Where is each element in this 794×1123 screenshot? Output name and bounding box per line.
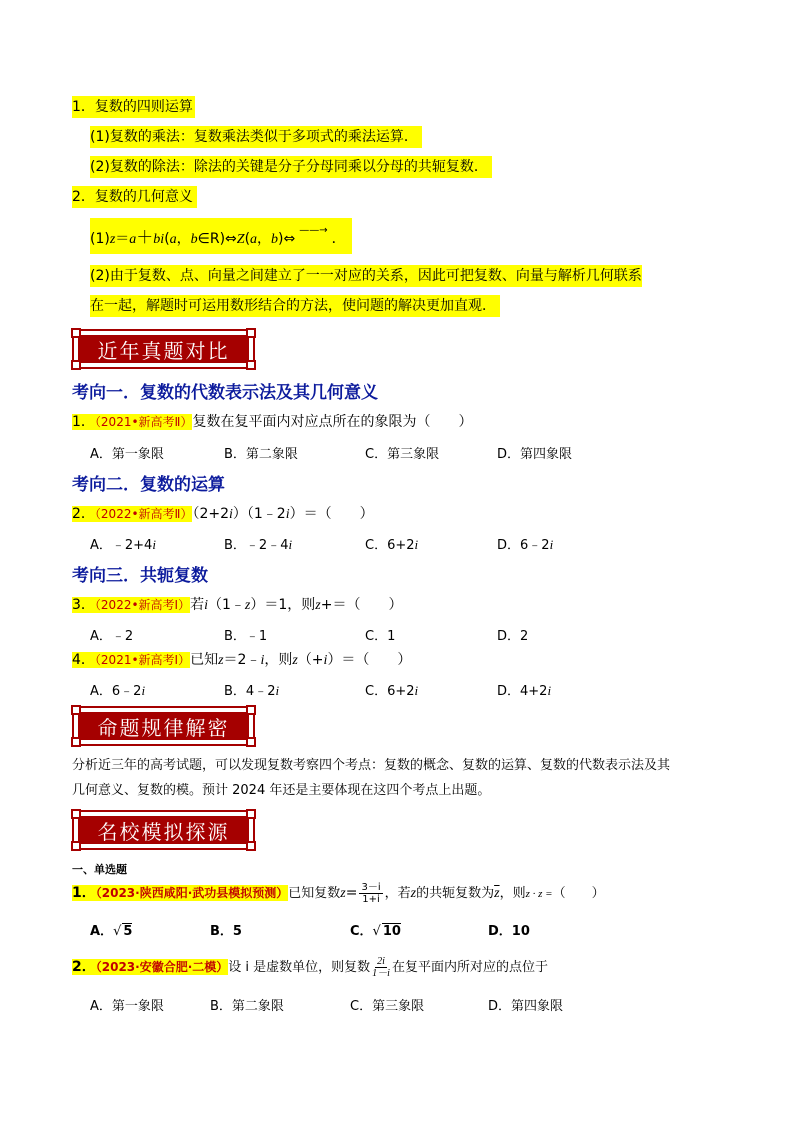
option-b: B．5 <box>210 924 242 939</box>
fraction: $\frac{3-i}{1+i}$ <box>361 881 381 905</box>
banner-past-exams: 近年真题对比 <box>72 329 255 369</box>
question-source: （2021•新高考Ⅱ） <box>94 415 193 429</box>
option-c: C．6+2i <box>365 683 419 699</box>
heading-arithmetic: 1．复数的四则运算 <box>72 96 195 118</box>
section-single-choice: 一、单选题 <box>72 863 127 876</box>
question-source: （2022•新高考Ⅰ） <box>94 598 191 612</box>
option-d: D．6﹣2i <box>497 537 554 553</box>
option-d: D．第四象限 <box>488 999 564 1014</box>
option-b: B．4﹣2i <box>224 683 280 699</box>
option-a: A．√ 5 <box>90 924 133 939</box>
para-division: (2)复数的除法：除法的关键是分子分母同乘以分母的共轭复数． <box>90 156 492 178</box>
option-d: D．10 <box>488 924 530 939</box>
option-b: B．第二象限 <box>210 999 284 1014</box>
vector-arrow: ——→ <box>299 225 328 236</box>
heading-geometry: 2．复数的几何意义 <box>72 186 197 208</box>
option-a: A．第一象限 <box>90 999 164 1014</box>
heading-direction-3: 考向三．共轭复数 <box>72 566 208 586</box>
option-c: C．6+2i <box>365 537 419 553</box>
fraction: $\frac{2i}{1-i}$ <box>372 955 390 979</box>
question-source: （2022•新高考Ⅱ） <box>94 507 193 521</box>
para-relationship-1: (2)由于复数、点、向量之间建立了一一对应的关系，因此可把复数、向量与解析几何联系 <box>90 265 642 287</box>
option-d: D．2 <box>497 629 529 644</box>
option-c: C．√ 10 <box>350 924 401 939</box>
option-b: B．﹣2﹣4i <box>224 537 293 553</box>
heading-direction-1: 考向一．复数的代数表示法及其几何意义 <box>72 383 378 403</box>
mock-question-1: 1．（2023·陕西咸阳·武功县模拟预测）已知复数z= $\frac{3-i}{1+i}$ ，若z的共轭复数为$\overline{z}$，则z · z =（ ） <box>72 881 605 905</box>
para-relationship-2: 在一起，解题时可运用数形结合的方法，使问题的解决更加直观． <box>90 295 500 317</box>
option-b: B．第二象限 <box>224 447 298 462</box>
question-4: 4．（2021•新高考Ⅰ）已知z＝2﹣i，则z（+i）＝（ ） <box>72 652 412 668</box>
option-d: D．4+2i <box>497 683 552 699</box>
question-source: （2023·陕西咸阳·武功县模拟预测） <box>95 886 289 900</box>
option-b: B．﹣1 <box>224 629 268 644</box>
option-a: A．6﹣2i <box>90 683 146 699</box>
question-source: （2021•新高考Ⅰ） <box>94 653 191 667</box>
question-source: （2023·安徽合肥·二模） <box>95 960 229 974</box>
question-2: 2．（2022•新高考Ⅱ）（2+2i）（1﹣2i）＝（ ） <box>72 506 374 522</box>
question-1: 1．（2021•新高考Ⅱ）复数在复平面内对应点所在的象限为（ ） <box>72 414 473 430</box>
option-c: C．第三象限 <box>350 999 425 1014</box>
para-multiplication: (1)复数的乘法：复数乘法类似于多项式的乘法运算． <box>90 126 422 148</box>
banner-mock-exams: 名校模拟探源 <box>72 810 255 850</box>
mock-question-2: 2．（2023·安徽合肥·二模）设 i 是虚数单位，则复数 $\frac{2i}{1-i}$ 在复平面内所对应的点位于 <box>72 955 548 979</box>
option-c: C．第三象限 <box>365 447 440 462</box>
option-d: D．第四象限 <box>497 447 573 462</box>
geometry-formula: (1)z＝a＋bi(a，b∈R)⇔Z(a，b)⇔——→． <box>90 218 352 254</box>
option-a: A．﹣2+4i <box>90 537 156 553</box>
option-a: A．第一象限 <box>90 447 164 462</box>
analysis-line-2: 几何意义、复数的模。预计 2024 年还是主要体现在这四个考点上出题。 <box>72 783 491 798</box>
conjugate-z: $\overline{z}$ <box>494 886 500 901</box>
banner-pattern-analysis: 命题规律解密 <box>72 706 255 746</box>
question-3: 3．（2022•新高考Ⅰ）若i（1﹣z）＝1，则z+＝（ ） <box>72 597 403 613</box>
heading-direction-2: 考向二．复数的运算 <box>72 475 225 495</box>
option-c: C．1 <box>365 629 396 644</box>
analysis-line-1: 分析近三年的高考试题，可以发现复数考察四个考点：复数的概念、复数的运算、复数的代数表示法及其 <box>72 758 671 773</box>
option-a: A．﹣2 <box>90 629 134 644</box>
